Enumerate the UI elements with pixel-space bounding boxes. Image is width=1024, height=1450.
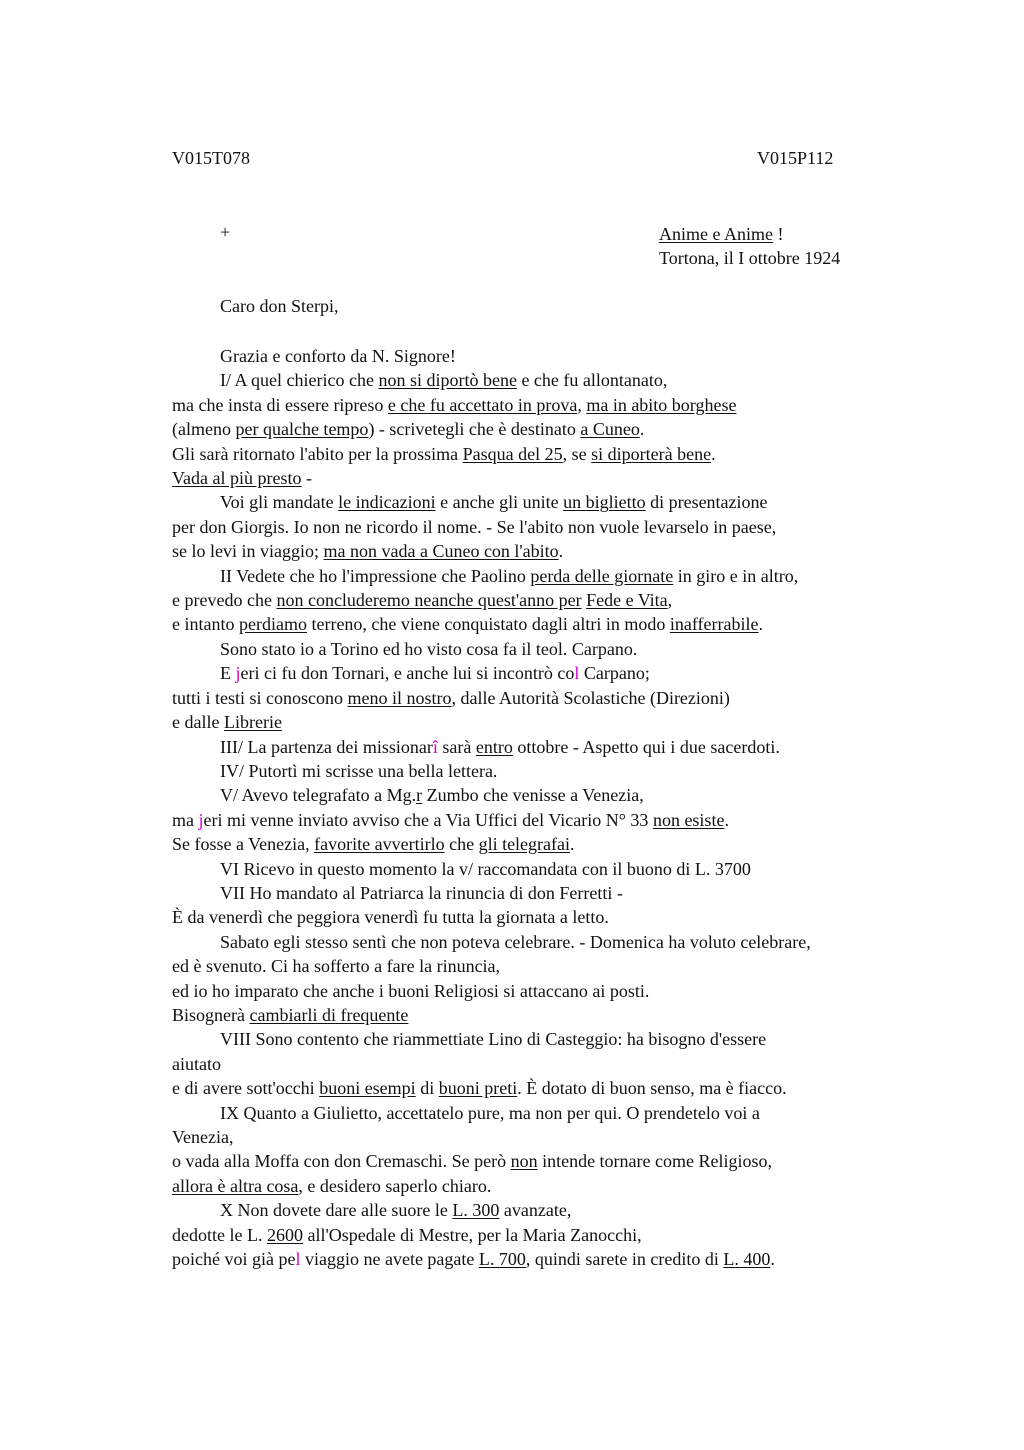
underlined-text: entro xyxy=(475,736,513,757)
letter-line xyxy=(172,490,932,514)
text-run: e anche gli unite xyxy=(435,492,564,513)
text-run: Sabato egli stesso sentì che non poteva celebrare. - Domenica ha voluto celebrare, xyxy=(220,931,811,952)
underlined-text: gli telegrafai xyxy=(478,834,571,855)
text-run: Voi gli mandate xyxy=(220,492,339,513)
underlined-text: non concluderemo neanche quest'anno per xyxy=(276,590,582,611)
text-run: II Vedete che ho l'impressione che Paolino xyxy=(220,565,531,586)
text-run: Grazia e conforto da N. Signore! xyxy=(220,346,456,366)
archive-code-left: V015T078 xyxy=(172,148,250,168)
letter-line xyxy=(172,588,932,612)
letter-line xyxy=(172,1223,932,1247)
letter-line xyxy=(172,442,932,466)
text-run: , dalle Autorità Scolastiche (Direzioni) xyxy=(451,687,730,708)
text-run: . xyxy=(770,1249,775,1270)
text-run: V/ Avevo telegrafato a Mg. xyxy=(220,785,417,806)
text-run: Venezia, xyxy=(172,1127,234,1147)
text-run: eri mi venne inviato avviso che a Via Uffici del Vicario N° 33 xyxy=(203,809,653,830)
text-run: X Non dovete dare alle suore le xyxy=(220,1200,453,1221)
text-run: VIII Sono contento che riammettiate Lino di Casteggio: ha bisogno d'essere xyxy=(220,1029,767,1050)
text-run: - xyxy=(301,468,312,489)
text-run: ma che insta di essere ripreso xyxy=(172,394,388,415)
underlined-text: perdiamo xyxy=(238,614,307,635)
text-run: all'Ospedale di Mestre, per la Maria Zanocchi, xyxy=(302,1224,642,1245)
letter-line xyxy=(172,368,932,392)
letter-line xyxy=(172,393,932,417)
underlined-text: Fede e Vita xyxy=(586,590,668,611)
salutation: Caro don Sterpi, xyxy=(220,296,339,316)
text-run: se lo levi in viaggio; xyxy=(172,541,324,562)
letter-line xyxy=(172,735,932,759)
underlined-text: inafferrabile xyxy=(669,614,759,635)
letter-line xyxy=(172,1247,932,1271)
letter-line xyxy=(172,857,932,881)
text-run: . xyxy=(724,809,729,830)
underlined-text: un biglietto xyxy=(563,492,646,513)
text-run: e dalle xyxy=(172,712,224,733)
underlined-text: ma non vada a Cuneo con l'abito xyxy=(323,541,559,562)
underlined-text: cambiarli di frequente xyxy=(249,1004,409,1025)
underlined-text: L. 700 xyxy=(478,1249,526,1270)
text-run: ottobre - Aspetto qui i due sacerdoti. xyxy=(512,736,780,757)
text-run: VI Ricevo in questo momento la v/ raccomandata con il buono di L. 3700 xyxy=(220,858,751,879)
text-run: eri ci fu don Tornari, e anche lui si incontrò co xyxy=(240,663,575,684)
text-run: Bisognerà xyxy=(172,1004,250,1025)
text-run: , e desidero saperlo chiaro. xyxy=(298,1175,492,1196)
letter-line xyxy=(172,783,932,807)
highlighted-letter: l xyxy=(295,1249,301,1270)
underlined-text: non esiste xyxy=(652,809,725,830)
text-run: Sono stato io a Torino ed ho visto cosa fa il teol. Carpano. xyxy=(220,638,638,659)
text-run: e prevedo che xyxy=(172,590,277,611)
text-run: È da venerdì che peggiora venerdì fu tutta la giornata a letto. xyxy=(172,907,609,928)
text-run: tutti i testi si conoscono xyxy=(172,687,348,708)
underlined-text: a Cuneo xyxy=(580,419,640,440)
text-run: (almeno xyxy=(172,419,236,440)
letter-line xyxy=(172,612,932,636)
text-run: . È dotato di buon senso, ma è fiacco. xyxy=(517,1078,787,1099)
letter-line xyxy=(172,954,932,978)
underlined-text: L. 300 xyxy=(452,1200,500,1221)
text-run: che xyxy=(444,834,479,855)
underlined-text: meno il nostro xyxy=(347,687,452,708)
letter-line xyxy=(172,930,932,954)
letter-line xyxy=(172,832,932,856)
text-run: terreno, che viene conquistato dagli altri in modo xyxy=(306,614,670,635)
underlined-text: si diporterà bene xyxy=(591,443,712,464)
underlined-text: ma in abito borghese xyxy=(586,394,737,415)
text-run: Zumbo che venisse a Venezia, xyxy=(422,785,644,806)
underlined-text: 2600 xyxy=(266,1224,303,1245)
motto-title: Anime e Anime xyxy=(659,224,773,244)
text-run: E xyxy=(220,663,236,684)
text-run: Se fosse a Venezia, xyxy=(172,834,315,855)
text-run: . xyxy=(570,834,575,855)
cross-mark: + xyxy=(220,222,231,242)
highlighted-letter: l xyxy=(574,663,580,684)
underlined-text: allora è altra cosa xyxy=(172,1175,299,1196)
letter-line xyxy=(172,344,932,368)
text-run: IX Quanto a Giulietto, accettatelo pure, ma non per qui. O prendetelo voi a xyxy=(220,1102,760,1123)
underlined-text: Vada al più presto xyxy=(172,468,302,489)
underlined-text: buoni esempi xyxy=(319,1078,416,1099)
underlined-text: le indicazioni xyxy=(338,492,436,513)
text-run: IV/ Putortì mi scrisse una bella lettera. xyxy=(220,760,498,781)
letter-line xyxy=(172,1125,932,1149)
text-run: e di avere sott'occhi xyxy=(172,1078,320,1099)
underlined-text: Librerie xyxy=(223,712,282,733)
dateline: Tortona, il I ottobre 1924 xyxy=(659,248,841,268)
text-run: , xyxy=(577,394,587,415)
text-run: sarà xyxy=(437,736,476,757)
letter-line xyxy=(172,1101,932,1125)
text-run: , quindi sarete in credito di xyxy=(525,1249,724,1270)
text-run: VII Ho mandato al Patriarca la rinuncia di don Ferretti - xyxy=(220,882,623,903)
letter-line xyxy=(172,417,932,441)
underlined-text: non si diportò bene xyxy=(378,370,517,391)
text-run: , xyxy=(667,590,673,611)
text-run: viaggio ne avete pagate xyxy=(300,1249,479,1270)
underlined-text: buoni preti xyxy=(438,1078,518,1099)
text-run: I/ A quel chierico che xyxy=(220,370,379,391)
letter-body xyxy=(172,344,932,1271)
underlined-text: per qualche tempo xyxy=(235,419,369,440)
letter-line xyxy=(172,1003,932,1027)
text-run: in giro e in altro, xyxy=(673,565,799,586)
text-run: di presentazione xyxy=(645,492,768,513)
letter-line xyxy=(172,881,932,905)
underlined-text: non xyxy=(510,1151,538,1172)
text-run: ) - scrivetegli che è destinato xyxy=(368,419,581,440)
letter-line xyxy=(172,637,932,661)
letter-line xyxy=(172,1027,932,1051)
motto-block xyxy=(659,222,840,270)
underlined-text: L. 400 xyxy=(723,1249,771,1270)
text-run: , se xyxy=(562,443,592,464)
text-run: dedotte le L. xyxy=(172,1224,267,1245)
letter-line xyxy=(172,661,932,685)
letter-line xyxy=(172,759,932,783)
text-run: ed è svenuto. Ci ha sofferto a fare la rinuncia, xyxy=(172,956,501,977)
text-run: III/ La partenza dei missionar xyxy=(220,736,433,757)
underlined-text: favorite avvertirlo xyxy=(314,834,445,855)
letter-line xyxy=(172,515,932,539)
text-run: avanzate, xyxy=(499,1200,572,1221)
text-run: per don Giorgis. Io non ne ricordo il nome. - Se l'abito non vuole levarselo in paese, xyxy=(172,516,777,537)
letter-line xyxy=(172,466,932,490)
underlined-text: e che fu accettato in prova xyxy=(387,394,578,415)
text-run: Carpano; xyxy=(579,663,650,684)
archive-code-right: V015P112 xyxy=(757,148,834,168)
highlighted-letter: j xyxy=(235,663,241,684)
underlined-text: Pasqua del 25 xyxy=(462,443,563,464)
text-run: e che fu allontanato, xyxy=(516,370,668,391)
letter-line xyxy=(172,1052,932,1076)
text-run: . xyxy=(711,443,716,464)
text-run: ma xyxy=(172,809,199,830)
highlighted-letter: î xyxy=(432,736,438,757)
motto-exclamation: ! xyxy=(772,224,784,244)
text-run: e intanto xyxy=(172,614,239,635)
text-run: intende tornare come Religioso, xyxy=(537,1151,773,1172)
text-run: . xyxy=(758,614,763,635)
text-run: . xyxy=(639,419,645,440)
underlined-text: r xyxy=(416,785,423,806)
letter-line xyxy=(172,1198,932,1222)
text-run: . xyxy=(558,541,564,562)
text-run: di xyxy=(415,1078,439,1099)
text-run: poiché voi già pe xyxy=(172,1249,296,1270)
underlined-text: perda delle giornate xyxy=(530,565,674,586)
text-run: Gli sarà ritornato l'abito per la prossima xyxy=(172,443,463,464)
letter-line xyxy=(172,686,932,710)
letter-line xyxy=(172,979,932,1003)
highlighted-letter: j xyxy=(198,809,204,830)
letter-line xyxy=(172,1076,932,1100)
letter-line xyxy=(172,808,932,832)
text-run: o vada alla Moffa con don Cremaschi. Se però xyxy=(172,1151,511,1172)
letter-line xyxy=(172,539,932,563)
letter-line xyxy=(172,905,932,929)
text-run: ed io ho imparato che anche i buoni Religiosi si attaccano ai posti. xyxy=(172,980,650,1001)
letter-line xyxy=(172,1149,932,1173)
letter-line xyxy=(172,710,932,734)
text-run: aiutato xyxy=(172,1053,221,1074)
letter-line xyxy=(172,564,932,588)
letter-line xyxy=(172,1174,932,1198)
